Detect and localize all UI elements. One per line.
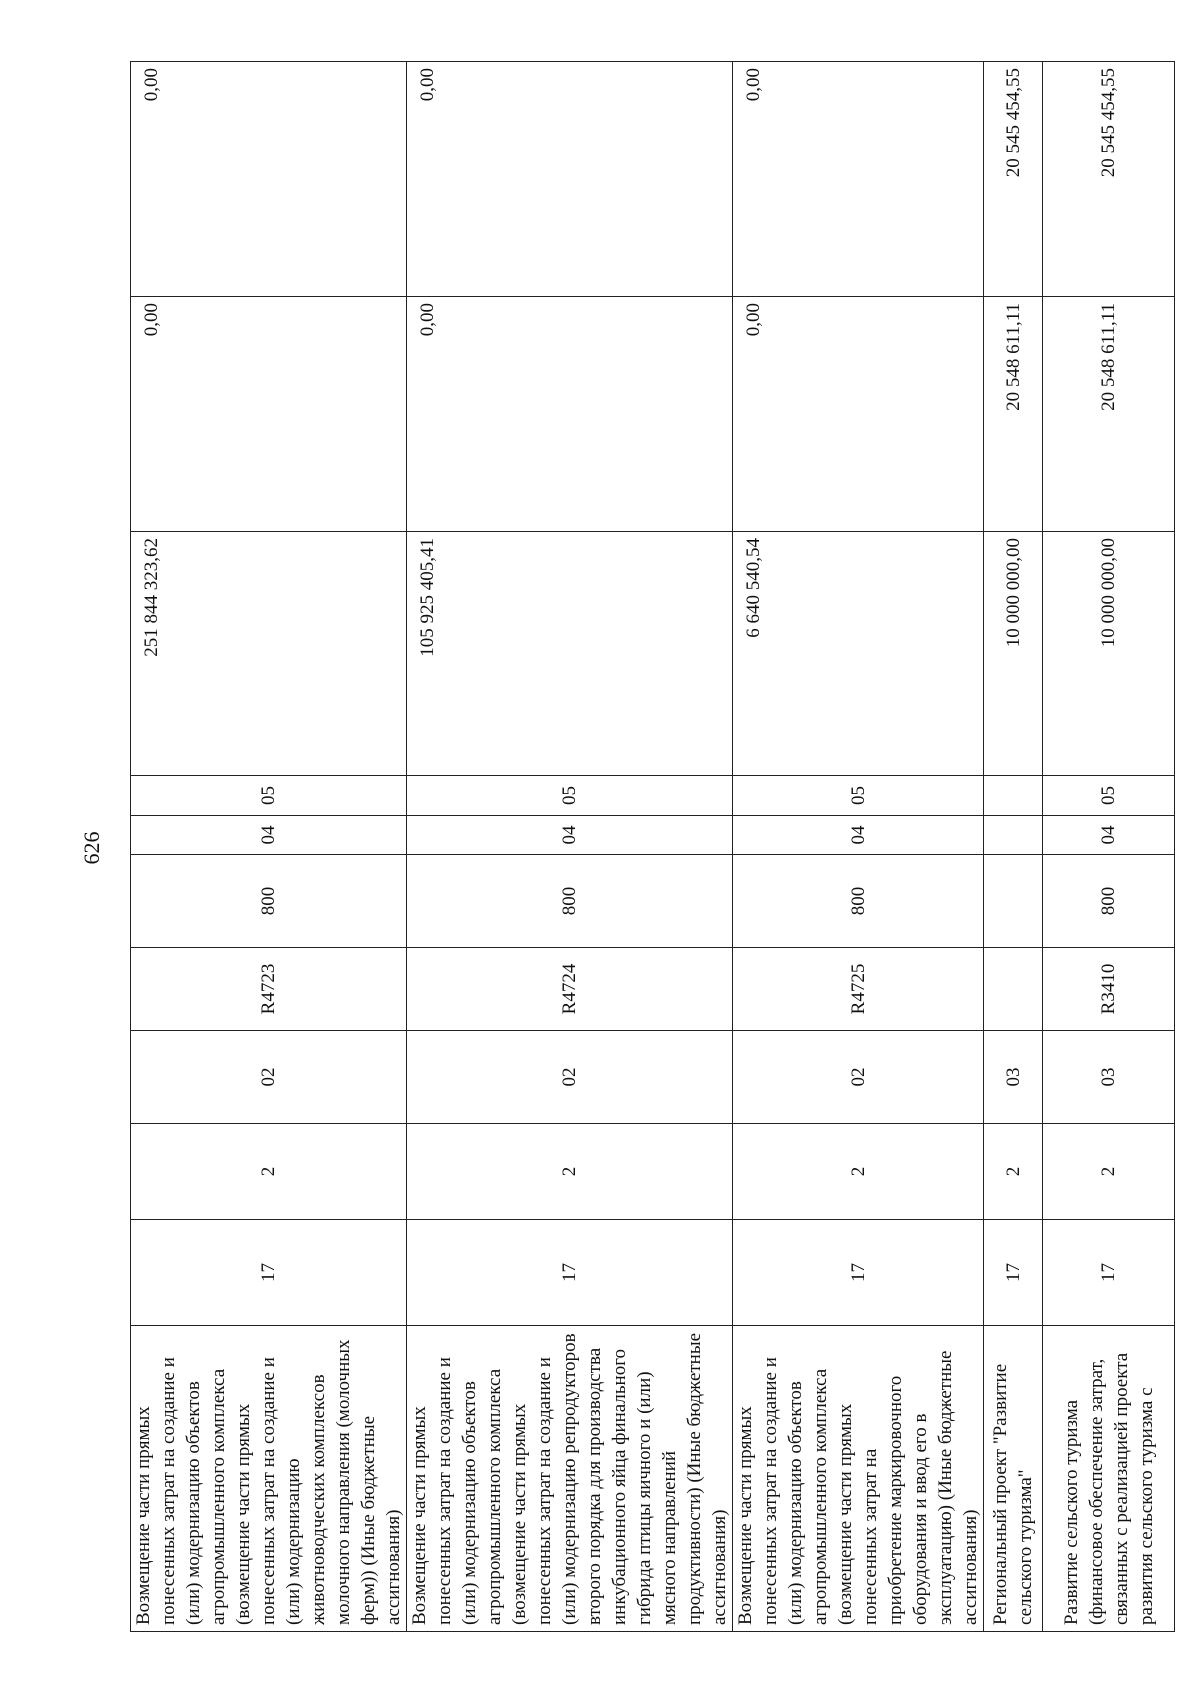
subprogram-code: 2 — [131, 1124, 407, 1220]
page-number: 626 — [79, 831, 104, 865]
event-code: 02 — [131, 1031, 407, 1124]
row-name: Региональный проект "Развитие сельского туризма" — [984, 1326, 1043, 1632]
amount-year-2: 0,00 — [733, 297, 984, 532]
event-code: 03 — [984, 1031, 1043, 1124]
table-row — [1043, 62, 1175, 1632]
row-name: Развитие сельского туризма (финансовое обеспечение затрат, связанных с реализацией проекта развития сельского туризма с — [1043, 1326, 1175, 1632]
program-code: 17 — [984, 1220, 1043, 1326]
amount-year-1: 10 000 000,00 — [984, 532, 1043, 776]
amount-year-3: 0,00 — [733, 62, 984, 297]
direction-code: R4723 — [131, 948, 407, 1031]
section-code — [984, 816, 1043, 855]
section-code: 04 — [1043, 816, 1175, 855]
expense-type-code: 800 — [1043, 855, 1175, 948]
amount-year-1: 105 925 405,41 — [407, 532, 733, 776]
section-code: 04 — [407, 816, 733, 855]
event-code: 03 — [1043, 1031, 1175, 1124]
expense-type-code: 800 — [407, 855, 733, 948]
subsection-code: 05 — [1043, 776, 1175, 816]
event-code: 02 — [407, 1031, 733, 1124]
table-row — [984, 62, 1043, 1632]
program-code: 17 — [407, 1220, 733, 1326]
direction-code: R3410 — [1043, 948, 1175, 1031]
subsection-code — [984, 776, 1043, 816]
subsection-code: 05 — [131, 776, 407, 816]
subsection-code: 05 — [407, 776, 733, 816]
amount-year-2: 0,00 — [407, 297, 733, 532]
program-code: 17 — [1043, 1220, 1175, 1326]
program-code: 17 — [131, 1220, 407, 1326]
amount-year-3: 20 545 454,55 — [984, 62, 1043, 297]
amount-year-3: 0,00 — [407, 62, 733, 297]
amount-year-3: 0,00 — [131, 62, 407, 297]
row-name: Возмещение части прямых понесенных затрат на создание и (или) модернизацию объектов агропромышленного комплекса (возмещение части прямых понесенных затрат на создание и (или) модернизацию животноводческих комплексов молочного направления (молочных ферм)) (Иные бюджетные ассигнования) — [131, 1326, 407, 1632]
row-name: Возмещение части прямых понесенных затрат на создание и (или) модернизацию объектов агропромышленного комплекса (возмещение части прямых понесенных затрат на создание и (или) модернизацию репродукторов второго порядка для производства инкубационного яйца финального гибрида птицы яичного и (или) мясного направлений продуктивности) (Иные бюджетные ассигнования) — [407, 1326, 733, 1632]
expense-type-code: 800 — [131, 855, 407, 948]
subprogram-code: 2 — [1043, 1124, 1175, 1220]
amount-year-2: 20 548 611,11 — [984, 297, 1043, 532]
amount-year-1: 10 000 000,00 — [1043, 532, 1175, 776]
section-code: 04 — [131, 816, 407, 855]
direction-code: R4724 — [407, 948, 733, 1031]
row-name: Возмещение части прямых понесенных затрат на создание и (или) модернизацию объектов агропромышленного комплекса (возмещение части прямых понесенных затрат на приобретение маркировочного оборудования и ввод его в эксплуатацию) (Иные бюджетные ассигнования) — [733, 1326, 984, 1632]
direction-code — [984, 948, 1043, 1031]
subprogram-code: 2 — [984, 1124, 1043, 1220]
expense-type-code: 800 — [733, 855, 984, 948]
amount-year-3: 20 545 454,55 — [1043, 62, 1175, 297]
event-code: 02 — [733, 1031, 984, 1124]
budget-table — [130, 61, 1175, 1632]
table-row — [733, 62, 984, 1632]
amount-year-1: 251 844 323,62 — [131, 532, 407, 776]
subprogram-code: 2 — [407, 1124, 733, 1220]
subprogram-code: 2 — [733, 1124, 984, 1220]
amount-year-2: 20 548 611,11 — [1043, 297, 1175, 532]
budget-table-rotated — [130, 62, 1157, 1632]
direction-code: R4725 — [733, 948, 984, 1031]
program-code: 17 — [733, 1220, 984, 1326]
subsection-code: 05 — [733, 776, 984, 816]
amount-year-1: 6 640 540,54 — [733, 532, 984, 776]
expense-type-code — [984, 855, 1043, 948]
section-code: 04 — [733, 816, 984, 855]
table-row — [407, 62, 733, 1632]
amount-year-2: 0,00 — [131, 297, 407, 532]
table-row — [131, 62, 407, 1632]
